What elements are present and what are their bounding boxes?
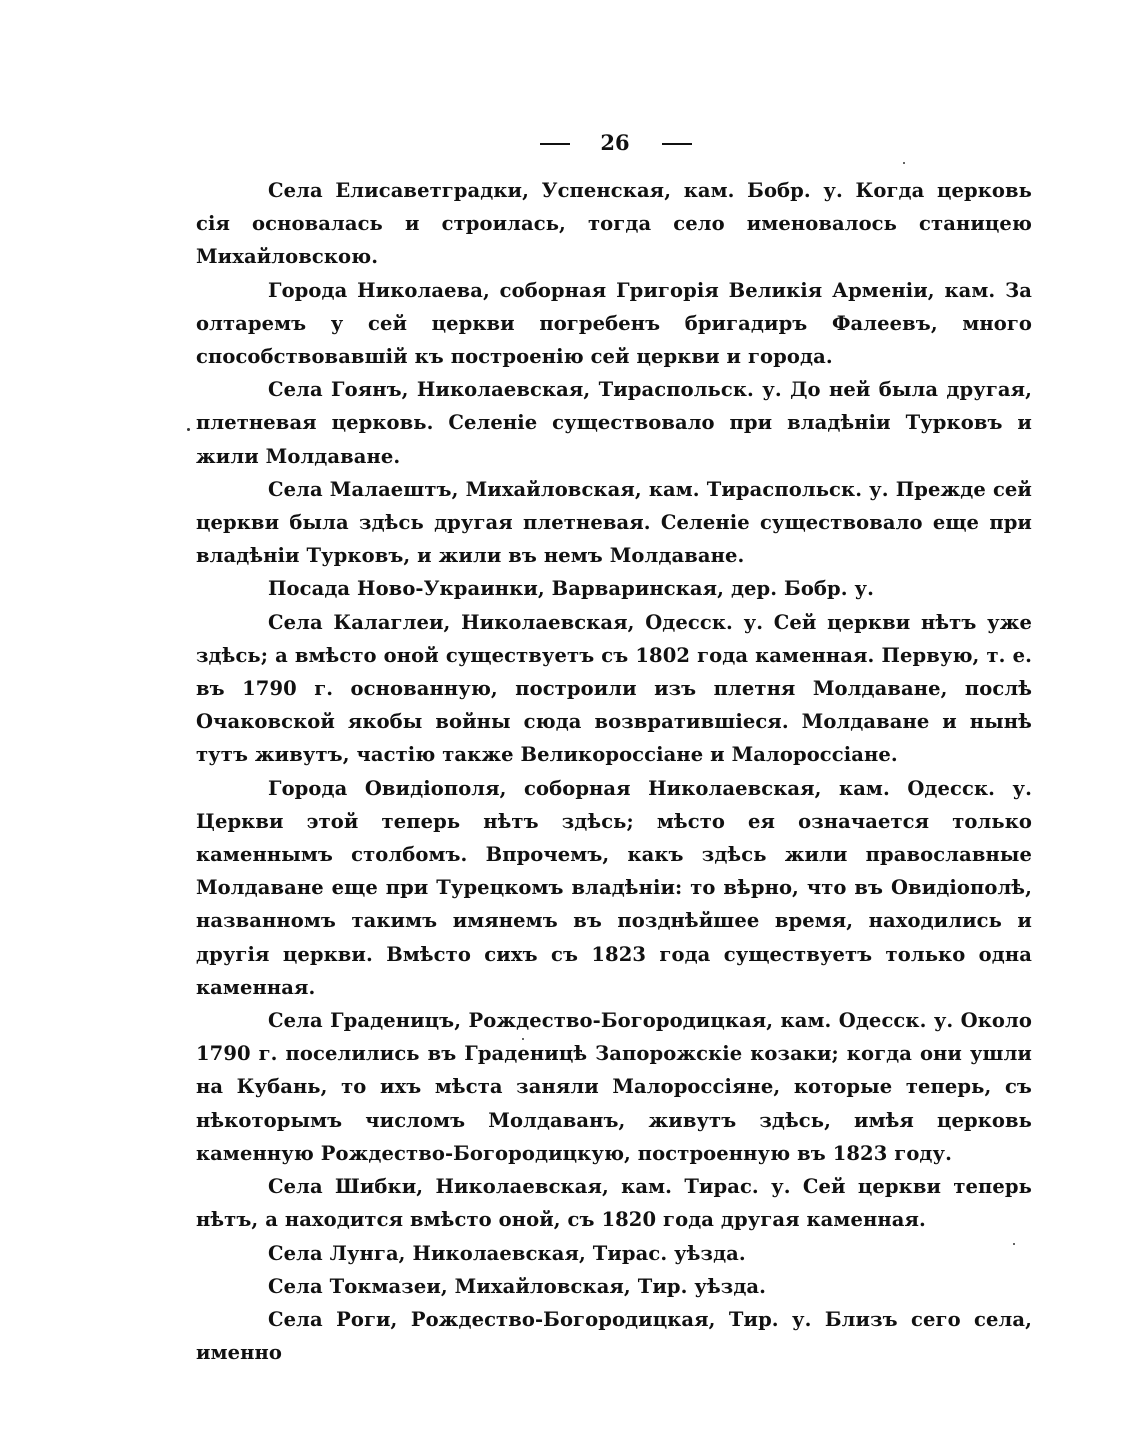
paragraph-gradenitsy: Села Граденицъ, Рождество-Богородицкая, кам. Одесск. у. Около 1790 г. поселились въ Граденицѣ Запорожскіе козаки; когда они ушли на Кубань, то ихъ мѣста заняли Малороссіяне, которые теперь, съ нѣкоторымъ числомъ Молдаванъ, живутъ здѣсь, имѣя церковь каменную Рождество-Богородицкую, построенную въ 1823 году. <box>196 1009 1032 1165</box>
paragraph-novo-ukrainka: Посада Ново-Украинки, Варваринская, дер. Бобр. у. <box>268 577 875 601</box>
paragraph-malaesht: Села Малаештъ, Михайловская, кам. Тираспольск. у. Прежде сей церкви была здѣсь другая плетневая. Селеніе существовало еще при владѣніи Турковъ, и жили въ немъ Молдаване. <box>196 477 1032 568</box>
paragraph-lunga: Села Лунга, Николаевская, Тирас. уѣзда. <box>268 1241 746 1265</box>
header-dash-right <box>662 143 692 145</box>
scan-speck <box>522 1038 524 1040</box>
scan-speck <box>187 428 190 431</box>
paragraph-kalaglei: Села Калаглеи, Николаевская, Одесск. у. Сей церкви нѣтъ уже здѣсь; а вмѣсто оной существуетъ съ 1802 года каменная. Первую, т. е. въ 1790 г. основанную, построили изъ плетня Молдаване, послѣ Очаковской якобы войны сюда возвратившіеся. Молдаване и нынѣ тутъ живутъ, частію также Великороссіане и Малороссіане. <box>196 610 1032 767</box>
paragraph-shibki: Села Шибки, Николаевская, кам. Тирас. у. Сей церкви теперь нѣтъ, а находится вмѣсто оной, съ 1820 года другая каменная. <box>196 1175 1032 1232</box>
header-dash-left <box>540 143 570 145</box>
page-number: 26 <box>600 130 630 155</box>
page-header <box>0 128 1140 158</box>
paragraph-rogi: Села Роги, Рождество-Богородицкая, Тир. у. Близъ сего села, именно <box>196 1307 1032 1365</box>
paragraph-elisavetgradki: Села Елисаветградки, Успенская, кам. Бобр. у. Когда церковь сія основалась и строилась, тогда село именовалось станицею Михайловскою. <box>196 179 1032 269</box>
page-body <box>196 174 1032 1369</box>
paragraph-tokmazei: Села Токмазеи, Михайловская, Тир. уѣзда. <box>268 1274 767 1298</box>
scan-speck <box>903 162 905 164</box>
paragraph-nikolaev: Города Николаева, соборная Григорія Великія Арменіи, кам. За олтаремъ у сей церкви погребенъ бригадиръ Фалеевъ, много способствовавшій къ построенію сей церкви и города. <box>196 278 1032 369</box>
scan-speck <box>1013 1243 1015 1245</box>
paragraph-ovidiopol: Города Овидіополя, соборная Николаевская, кам. Одесск. у. Церкви этой теперь нѣтъ здѣсь; мѣсто ея означается только каменнымъ столбомъ. Впрочемъ, какъ здѣсь жили православные Молдаване еще при Турецкомъ владѣніи: то вѣрно, что въ Овидіополѣ, названномъ такимъ имянемъ въ позднѣйшее время, находились и другія церкви. Вмѣсто сихъ съ 1823 года существуетъ только одна каменная. <box>196 776 1032 999</box>
paragraph-goyan: Села Гоянъ, Николаевская, Тираспольск. у. До ней была другая, плетневая церковь. Селеніе существовало при владѣніи Турковъ и жили Молдаване. <box>196 378 1032 468</box>
